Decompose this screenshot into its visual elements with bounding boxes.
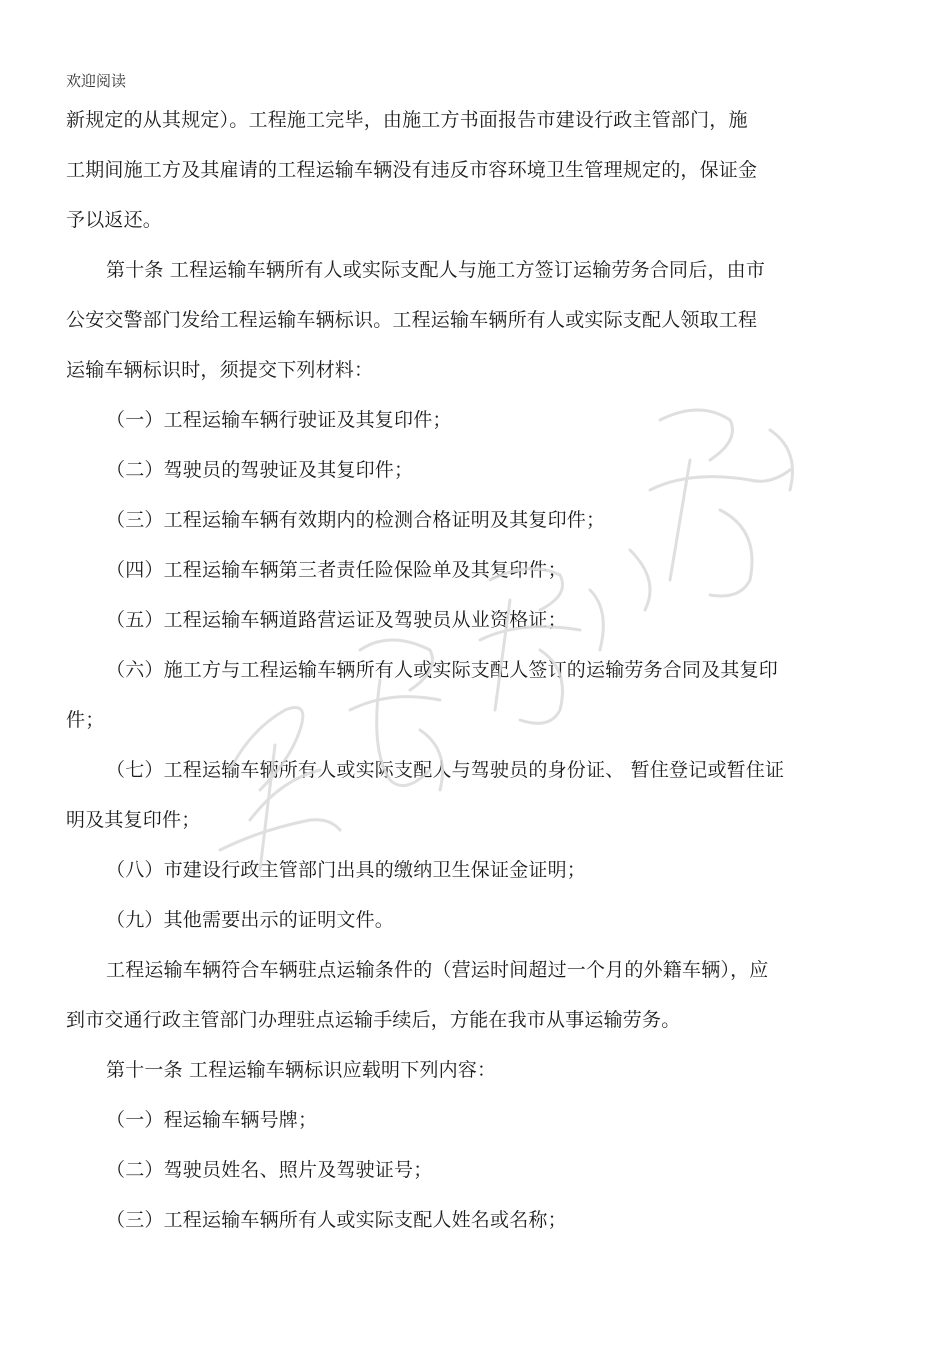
list-item-continuation: 件； xyxy=(66,709,105,731)
article-11-heading-line: 第十一条 工程运输车辆标识应载明下列内容： xyxy=(106,1059,497,1081)
list-item: （一）工程运输车辆行驶证及其复印件； xyxy=(106,409,452,431)
list-item: （一）程运输车辆号牌； xyxy=(106,1109,318,1131)
paragraph-line: 运输车辆标识时，须提交下列材料： xyxy=(66,359,374,381)
paragraph-line: 工程运输车辆符合车辆驻点运输条件的（营运时间超过一个月的外籍车辆），应 xyxy=(106,959,769,981)
list-item: （九）其他需要出示的证明文件。 xyxy=(106,909,395,931)
list-item: （七）工程运输车辆所有人或实际支配人与驾驶员的身份证、 暂住登记或暂住证 xyxy=(106,759,785,781)
article-10-heading-line: 第十条 工程运输车辆所有人或实际支配人与施工方签订运输劳务合同后，由市 xyxy=(106,259,766,281)
list-item-continuation: 明及其复印件； xyxy=(66,809,201,831)
list-item: （六）施工方与工程运输车辆所有人或实际支配人签订的运输劳务合同及其复印 xyxy=(106,659,779,681)
paragraph-line: 到市交通行政主管部门办理驻点运输手续后，方能在我市从事运输劳务。 xyxy=(66,1009,681,1031)
paragraph-line: 公安交警部门发给工程运输车辆标识。工程运输车辆所有人或实际支配人领取工程 xyxy=(66,309,758,331)
list-item: （五）工程运输车辆道路营运证及驾驶员从业资格证； xyxy=(106,609,567,631)
list-item: （四）工程运输车辆第三者责任险保险单及其复印件； xyxy=(106,559,567,581)
paragraph-line: 工期间施工方及其雇请的工程运输车辆没有违反市容环境卫生管理规定的，保证金 xyxy=(66,159,758,181)
paragraph-line: 新规定的从其规定）。工程施工完毕，由施工方书面报告市建设行政主管部门，施 xyxy=(66,109,748,131)
page-header: 欢迎阅读 xyxy=(66,72,127,90)
list-item: （三）工程运输车辆有效期内的检测合格证明及其复印件； xyxy=(106,509,606,531)
list-item: （二）驾驶员姓名、照片及驾驶证号； xyxy=(106,1159,433,1181)
list-item: （八）市建设行政主管部门出具的缴纳卫生保证金证明； xyxy=(106,859,587,881)
list-item: （三）工程运输车辆所有人或实际支配人姓名或名称； xyxy=(106,1209,567,1231)
paragraph-line: 予以返还。 xyxy=(66,209,163,231)
list-item: （二）驾驶员的驾驶证及其复印件； xyxy=(106,459,414,481)
